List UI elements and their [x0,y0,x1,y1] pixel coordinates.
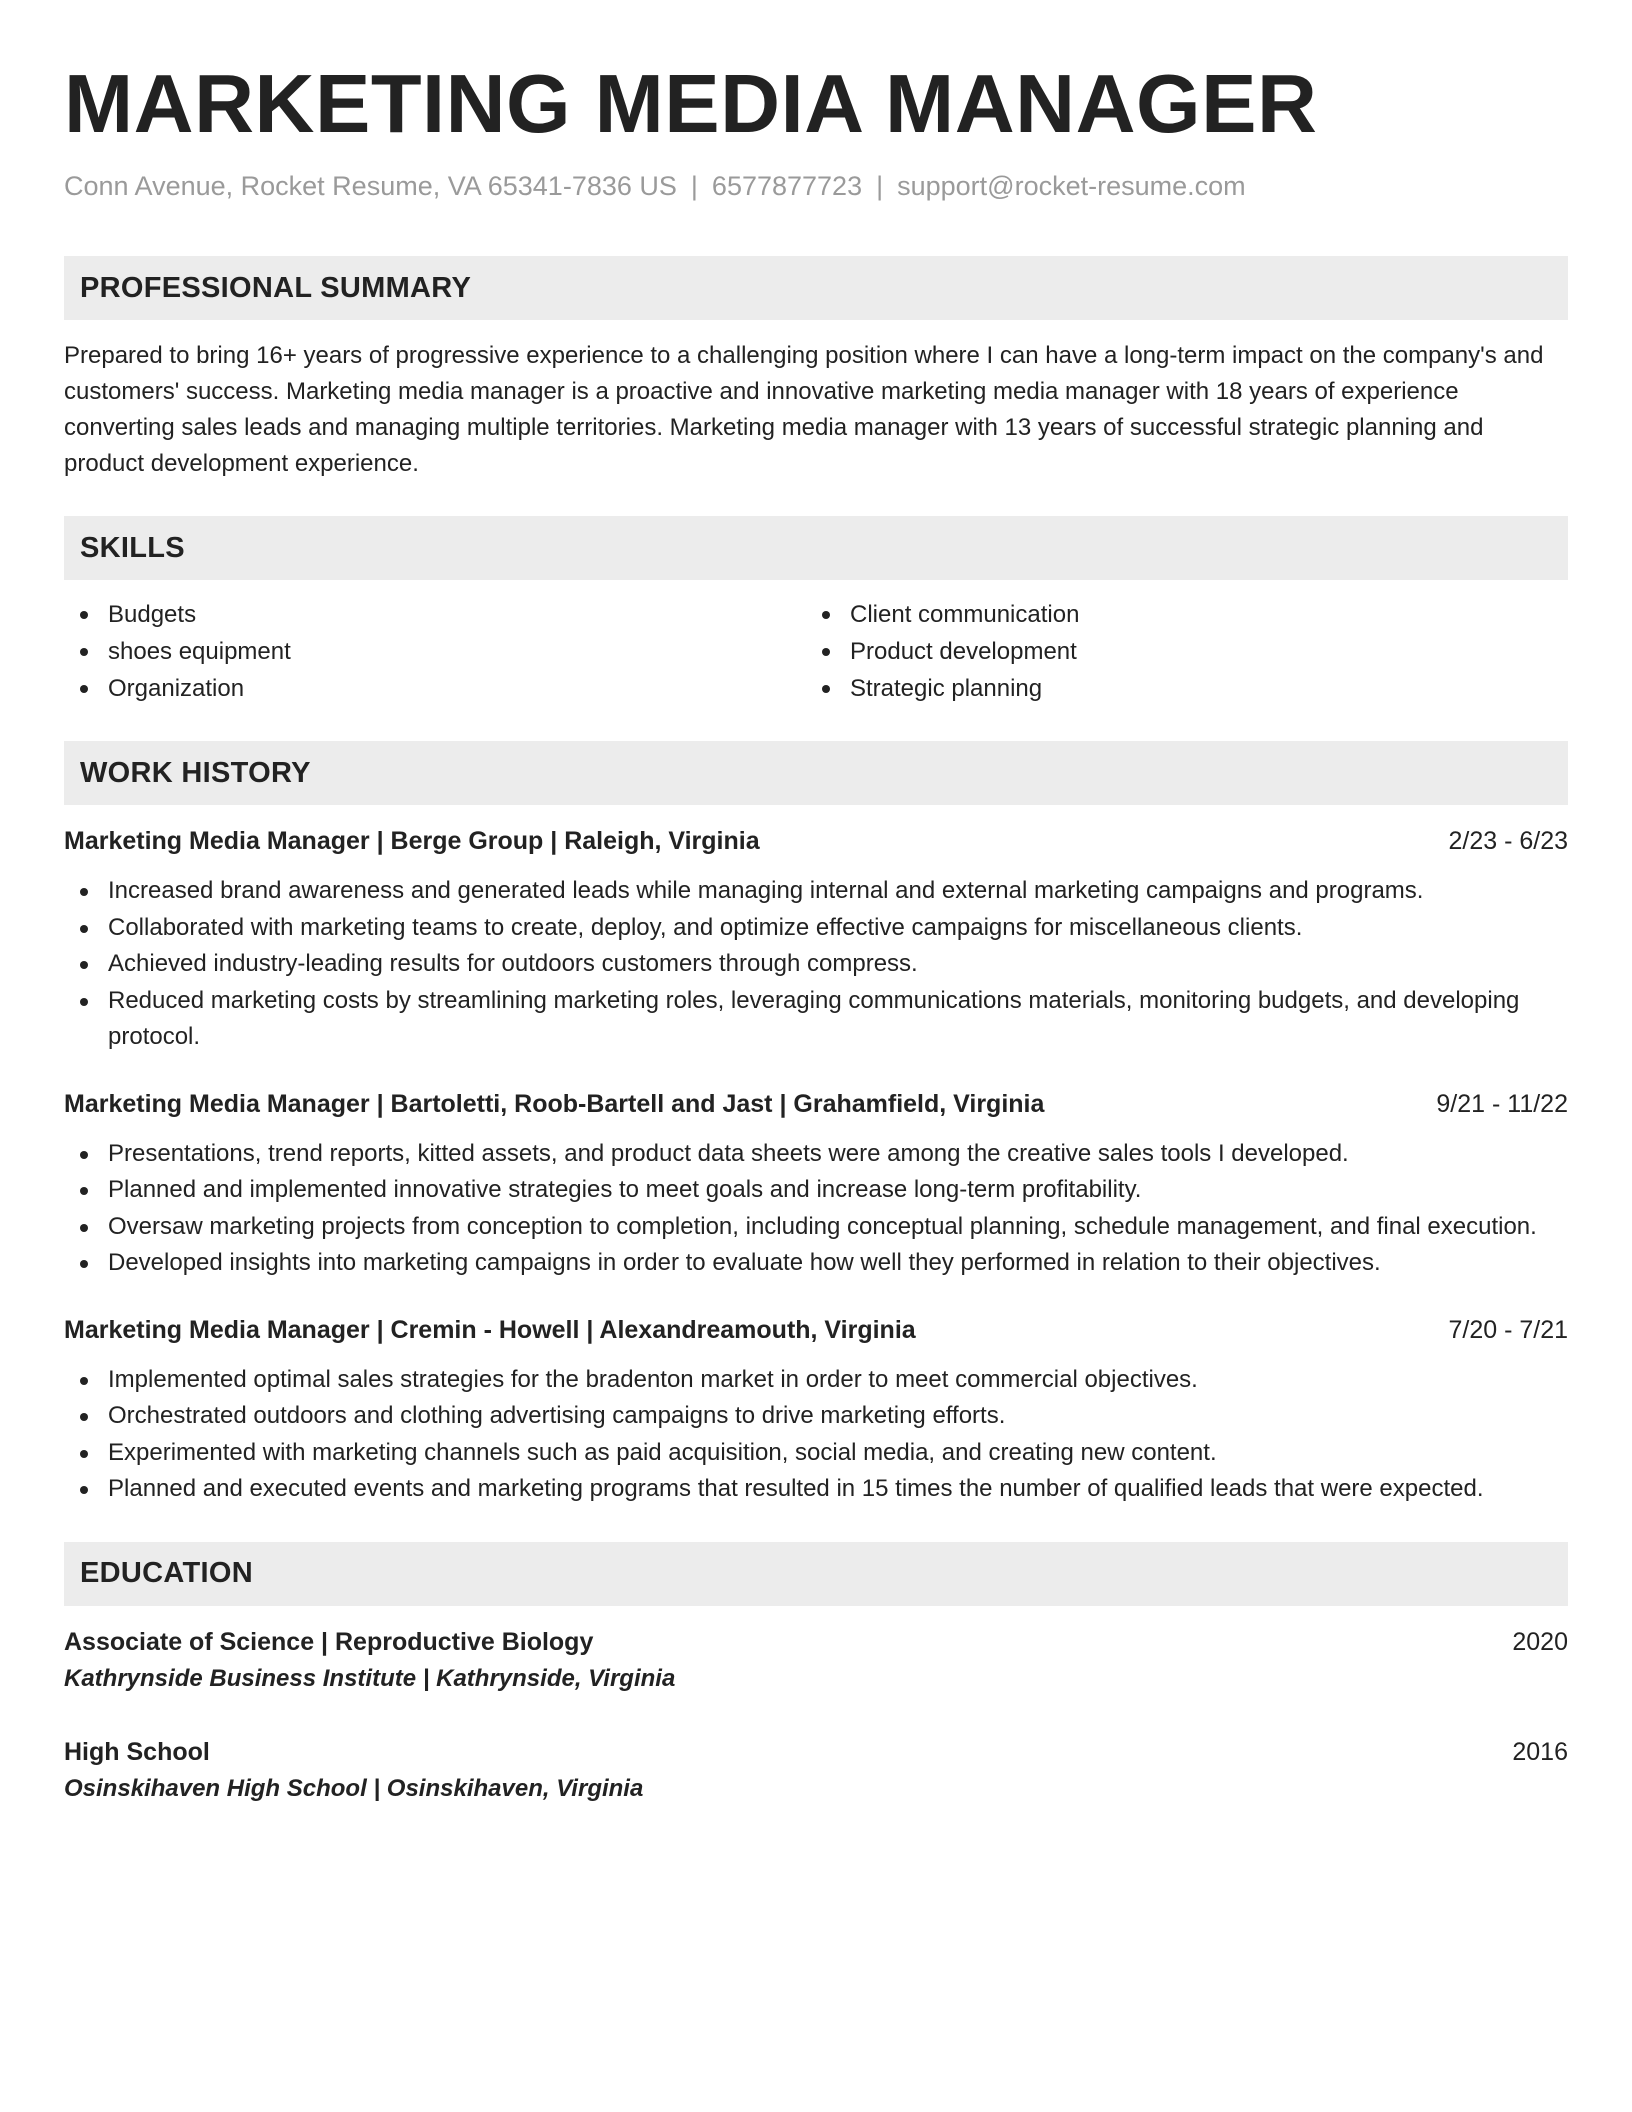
job-bullet: Developed insights into marketing campaigns in order to evaluate how well they performed in relation to their objectives. [64,1245,1568,1282]
contact-separator: | [690,171,698,201]
job-title: Marketing Media Manager | Cremin - Howell | Alexandreamouth, Virginia [64,1315,916,1344]
section-header-education: EDUCATION [64,1542,1568,1606]
contact-email: support@rocket-resume.com [897,171,1246,201]
job-entry [64,1312,1568,1508]
job-bullet: Implemented optimal sales strategies for the bradenton market in order to meet commercial objectives. [64,1362,1568,1399]
education-entry [64,1624,1568,1698]
job-bullet: Increased brand awareness and generated leads while managing internal and external marketing campaigns and programs. [64,873,1568,910]
skill-item: Client communication [806,596,1548,633]
education-degree: High School [64,1737,210,1766]
contact-separator: | [876,171,884,201]
education-year: 2020 [1512,1627,1568,1656]
job-bullet: Collaborated with marketing teams to create, deploy, and optimize effective campaigns for miscellaneous clients. [64,910,1568,947]
job-bullet: Presentations, trend reports, kitted assets, and product data sheets were among the creative sales tools I developed. [64,1136,1568,1173]
job-dates: 2/23 - 6/23 [1448,827,1568,855]
job-bullet: Orchestrated outdoors and clothing advertising campaigns to drive marketing efforts. [64,1398,1568,1435]
job-bullet: Oversaw marketing projects from conception to completion, including conceptual planning, schedule management, and final execution. [64,1209,1568,1246]
job-bullets [64,1136,1568,1282]
section-header-summary: PROFESSIONAL SUMMARY [64,256,1568,320]
skill-item: Strategic planning [806,670,1548,707]
job-title: Marketing Media Manager | Bartoletti, Roob-Bartell and Jast | Grahamfield, Virginia [64,1089,1045,1118]
job-bullets [64,1362,1568,1508]
education-school: Kathrynside Business Institute | Kathrynside, Virginia [64,1664,676,1692]
job-entry [64,823,1568,1056]
job-dates: 9/21 - 11/22 [1436,1089,1568,1118]
section-header-work-history: WORK HISTORY [64,741,1568,805]
skill-item: Organization [64,670,806,707]
education-school: Osinskihaven High School | Osinskihaven, Virginia [64,1774,644,1802]
job-heading-row [64,1312,1568,1348]
job-bullet: Experimented with marketing channels such as paid acquisition, social media, and creating new content. [64,1435,1568,1472]
skills-column-left [64,596,806,707]
section-header-skills: SKILLS [64,516,1568,580]
education-year: 2016 [1512,1737,1568,1766]
job-heading-row [64,823,1568,859]
candidate-title: MARKETING MEDIA MANAGER [64,57,1318,150]
job-title: Marketing Media Manager | Berge Group | Raleigh, Virginia [64,827,760,855]
job-dates: 7/20 - 7/21 [1448,1315,1568,1344]
job-bullet: Achieved industry-leading results for outdoors customers through compress. [64,946,1568,983]
education-entry [64,1734,1568,1808]
job-bullet: Planned and implemented innovative strategies to meet goals and increase long-term profitability. [64,1172,1568,1209]
contact-address: Conn Avenue, Rocket Resume, VA 65341-7836 US [64,171,677,201]
skill-item: Product development [806,633,1548,670]
contact-line [64,168,1568,204]
job-bullet: Planned and executed events and marketing programs that resulted in 15 times the number of qualified leads that were expected. [64,1471,1568,1508]
education-heading-row [64,1624,1568,1660]
job-bullet: Reduced marketing costs by streamlining marketing roles, leveraging communications materials, monitoring budgets, and developing protocol. [64,983,1568,1056]
skills-list [64,596,1568,707]
job-bullets [64,873,1568,1056]
contact-phone: 6577877723 [711,171,863,201]
job-entry [64,1086,1568,1282]
education-heading-row [64,1734,1568,1770]
skill-item: Budgets [64,596,806,633]
job-heading-row [64,1086,1568,1122]
skills-column-right [806,596,1548,707]
summary-text: Prepared to bring 16+ years of progressive experience to a challenging position where I can have a long-term impact on the company's and customers' success. Marketing media manager is a proactive and innovative marketing media manager with 18 years of experience converting sales leads and managing multiple territories. Marketing media manager with 13 years of successful strategic planning and product development experience. [64,342,1544,477]
education-degree: Associate of Science | Reproductive Biology [64,1627,594,1656]
skill-item: shoes equipment [64,633,806,670]
